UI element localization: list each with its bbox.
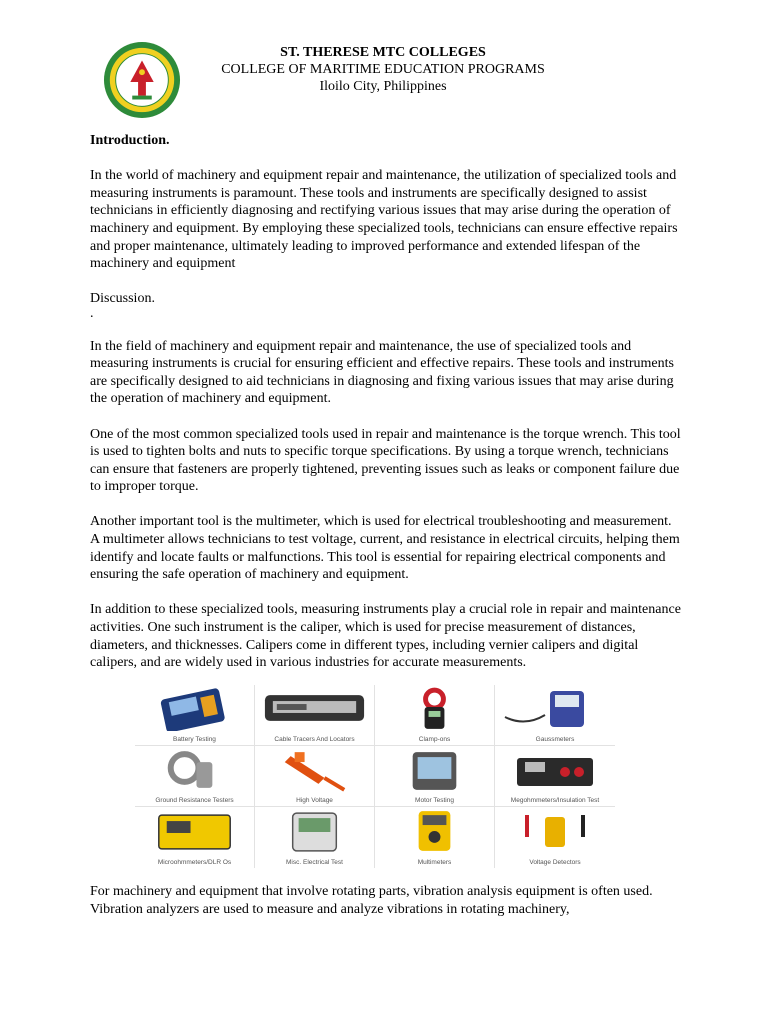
college-seal-logo [103,41,181,119]
discussion-paragraph-3: Another important tool is the multimeter, which is used for electrical troubleshooting and measurement. A multimeter allows technicians to test voltage, current, and resistance in electrical circuits, helping them identify and locate faults or malfunctions. This tool is essential for repairing electrical components and ensuring the safe operation of machinery and equipment. [90,514,680,583]
tool-caption: Misc. Electrical Test [286,859,343,866]
tool-caption: Multimeters [417,859,452,866]
tool-clamp-ons [375,685,495,746]
discussion-paragraph-2: One of the most common specialized tools used in repair and maintenance is the torque wrench. This tool is used to tighten bolts and nuts to specific torque specifications. By using a torque wrench, technicians can ensure that fasteners are properly tightened, preventing issues such as leaks or component failure due to improper torque. [90,426,681,495]
discussion-dot: . [90,305,94,321]
tool-ground-resistance [135,746,255,807]
multimeter-icon [375,809,494,853]
tool-motor-testing [375,746,495,807]
high-voltage-probe-icon [255,748,374,792]
tool-caption: Gaussmeters [535,736,575,743]
introduction-heading: Introduction. [90,133,170,148]
discussion-paragraph-1: In the field of machinery and equipment repair and maintenance, the use of specialized tools and measuring instruments is crucial for ensuring efficient and effective repairs. These tools and instruments are specifically designed to aid technicians in diagnosing and fixing various issues that may arise during the operation of machinery and equipment. [90,338,674,407]
tool-voltage-detectors [495,807,615,868]
document-header [200,44,566,95]
tool-caption: Ground Resistance Testers [155,797,234,804]
college-name: COLLEGE OF MARITIME EDUCATION PROGRAMS [221,62,545,77]
institution-name: ST. THERESE MTC COLLEGES [280,45,486,60]
battery-tester-icon [135,687,254,731]
closing-text [90,883,682,918]
tool-caption: Megohmmeters/Insulation Test [510,797,600,804]
introduction-paragraph: In the world of machinery and equipment repair and maintenance, the utilization of specialized tools and measuring instruments is paramount. These tools and instruments are specifically designed to assist technicians in efficiently diagnosing and rectifying various issues that may arise during the operation of machinery and equipment. By employing these specialized tools, technicians can ensure effective repairs and proper maintenance, ultimately leading to improved performance and extended lifespan of the machinery and equipment [90,168,678,272]
voltage-detector-icon [495,809,615,853]
tool-megohmmeters [495,746,615,807]
discussion-paragraph-5: For machinery and equipment that involve rotating parts, vibration analysis equipment is often used. Vibration analyzers are used to measure and analyze vibrations in rotating machinery, [90,884,653,917]
electrical-tester-icon [255,809,374,853]
ground-resistance-tester-icon [135,748,254,792]
tool-caption: Voltage Detectors [529,859,581,866]
tool-microohmmeters [135,807,255,868]
tool-multimeters [375,807,495,868]
clamp-meter-icon [375,687,494,731]
tool-caption: Cable Tracers And Locators [274,736,355,743]
electrical-tools-grid [135,685,615,868]
motor-tester-icon [375,748,494,792]
gaussmeter-icon [495,687,615,731]
tool-high-voltage [255,746,375,807]
tool-cable-tracers [255,685,375,746]
megohmmeter-icon [495,748,615,792]
tool-caption: Clamp-ons [418,736,451,743]
document-body [90,132,682,689]
college-location: Iloilo City, Philippines [319,79,447,94]
tool-caption: High Voltage [296,797,333,804]
discussion-heading: Discussion. [90,291,155,307]
tool-caption: Battery Testing [173,736,216,743]
tool-misc-electrical [255,807,375,868]
tool-caption: Microohmmeters/DLR Os [157,859,232,866]
discussion-paragraph-4: In addition to these specialized tools, measuring instruments play a crucial role in repair and maintenance activities. One such instrument is the caliper, which is used for precise measurement of distances, diameters, and thicknesses. Calipers come in different types, including vernier calipers and digital calipers, and are widely used in various industries for accurate measurements. [90,602,681,671]
tool-battery-testing [135,685,255,746]
tool-gaussmeters [495,685,615,746]
tool-caption: Motor Testing [415,797,454,804]
microohmmeter-icon [135,809,254,853]
cable-tracer-icon [255,687,374,731]
